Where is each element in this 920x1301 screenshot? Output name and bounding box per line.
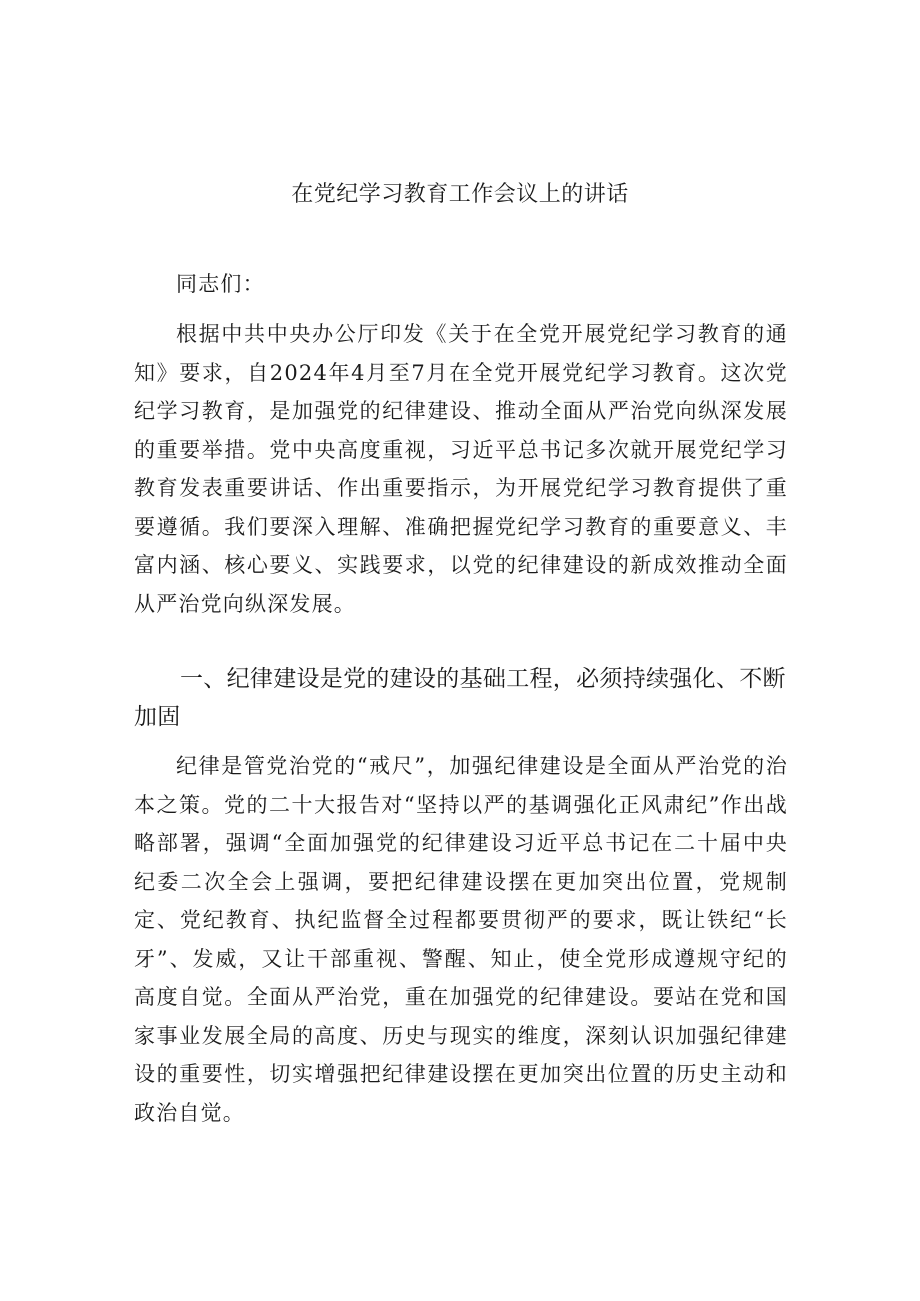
salutation: 同志们： <box>176 272 265 296</box>
section-heading-1: 一、纪律建设是党的建设的基础工程，必须持续强化、不断加固 <box>134 666 786 730</box>
paragraph-section-1: 纪律是管党治党的“戒尺”，加强纪律建设是全面从严治党的治本之策。党的二十大报告对“坚持以严的基调强化正风肃纪”作出战略部署，强调“全面加强党的纪律建设习近平总书记在二十届中央纪委二次全会上强调，要把纪律建设摆在更加突出位置，党规制定、党纪教育、执纪监督全过程都要贯彻严的要求，既让铁纪“长牙”、发威，又让干部重视、警醒、知止，使全党形成遵规守纪的高度自觉。全面从严治党，重在加强党的纪律建设。要站在党和国家事业发展全局的高度、历史与现实的维度，深刻认识加强纪律建设的重要性，切实增强把纪律建设摆在更加突出位置的历史主动和政治自觉。 <box>134 754 788 1125</box>
document-title: 在党纪学习教育工作会议上的讲话 <box>291 182 629 207</box>
paragraph-intro: 根据中共中央办公厅印发《关于在全党开展党纪学习教育的通知》要求，自2024年4月至7月在全党开展党纪学习教育。这次党纪学习教育，是加强党的纪律建设、推动全面从严治党向纵深发展的重要举措。党中央高度重视，习近平总书记多次就开展党纪学习教育发表重要讲话、作出重要指示，为开展党纪学习教育提供了重要遵循。我们要深入理解、准确把握党纪学习教育的重要意义、丰富内涵、核心要义、实践要求，以党的纪律建设的新成效推动全面从严治党向纵深发展。 <box>134 322 788 616</box>
